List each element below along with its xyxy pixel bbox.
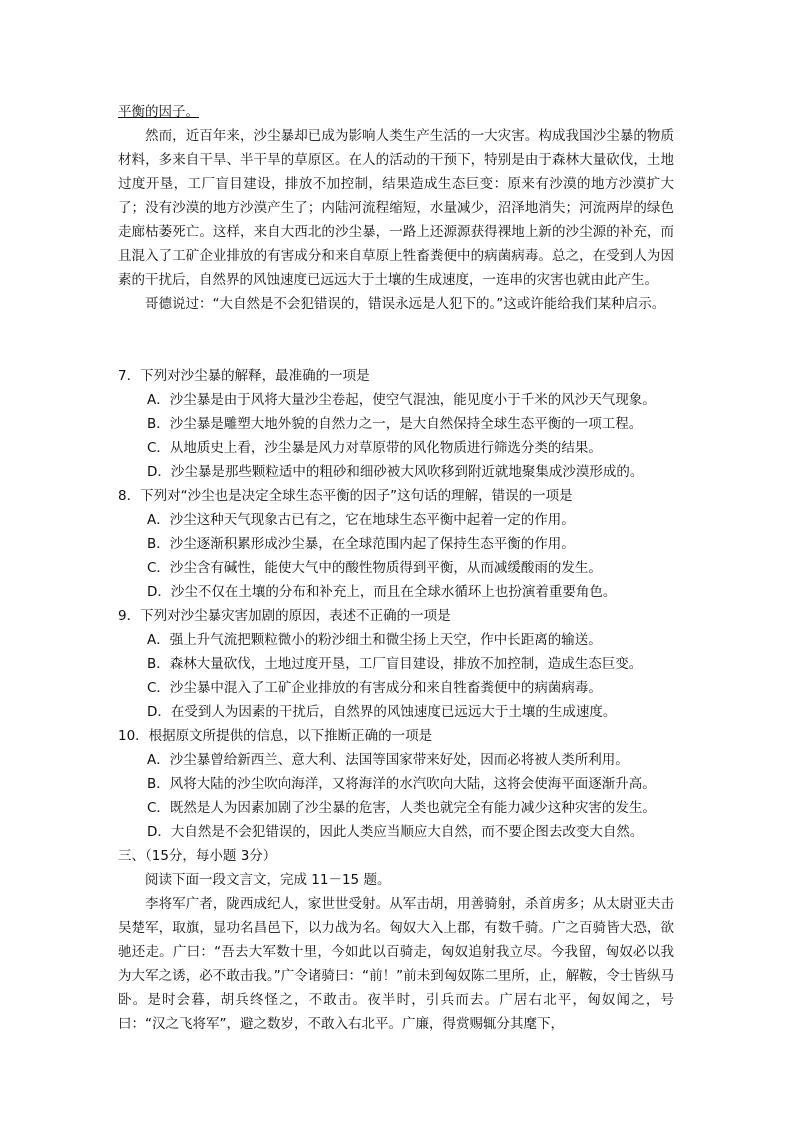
option-c: C．既然是人为因素加剧了沙尘暴的危害，人类也就完全有能力减少这种灾害的发生。: [147, 800, 656, 816]
section-3: [118, 844, 674, 1036]
question-stem: 8．下列对“沙尘也是决定全球生态平衡的因子”这句话的理解，错误的一项是: [118, 488, 573, 504]
classical-chinese-text: 李将军广者，陇西成纪人，家世世受射。从军击胡，用善骑射，杀首虏多；从太尉亚夫击吴楚军，取旗，显功名昌邑下，以力战为名。匈奴大入上郡，有数千骑。广之百骑皆大恐，欲驰还走。广曰：“吾去大军数十里，今如此以百骑走，匈奴追射我立尽。今我留，匈奴必以我为大军之诱，必不敢击我。”广令诸骑曰：“前！”前未到匈奴陈二里所，止，解鞍，令士皆纵马卧。是时会暮，胡兵终怪之，不敢击。夜半时，引兵而去。广居右北平，匈奴闻之，号曰：“汉之飞将军”，避之数岁，不敢入右北平。广廉，得赏赐辄分其麾下，: [118, 896, 674, 1032]
option-a: A．沙尘暴曾给新西兰、意大利、法国等国家带来好处，因而必将被人类所利用。: [147, 752, 629, 768]
option-a: A．沙尘暴是由于风将大量沙尘卷起，使空气混浊，能见度小于千米的风沙天气现象。: [147, 392, 656, 408]
option-c: C．沙尘暴中混入了工矿企业排放的有害成分和来自牲畜粪便中的病菌病毒。: [147, 680, 602, 696]
underlined-phrase: 平衡的因子。: [118, 104, 199, 120]
question-stem: 10．根据原文所提供的信息，以下推断正确的一项是: [118, 728, 433, 744]
question-10: [118, 724, 674, 844]
question-7: [118, 364, 674, 484]
option-b: B．沙尘暴是雕塑大地外貌的自然力之一，是大自然保持全球生态平衡的一项工程。: [147, 416, 643, 432]
option-b: B．风将大陆的沙尘吹向海洋，又将海洋的水汽吹向大陆，这将会使海平面逐渐升高。: [147, 776, 656, 792]
option-b: B．沙尘逐渐积累形成沙尘暴，在全球范围内起了保持生态平衡的作用。: [147, 536, 575, 552]
passage-top: [118, 100, 674, 316]
option-d: D．沙尘不仅在土壤的分布和补充上，而且在全球水循环上也扮演着重要角色。: [147, 584, 617, 600]
option-b: B．森林大量砍伐，土地过度开垦，工厂盲目建设，排放不加控制，造成生态巨变。: [147, 656, 643, 672]
question-9: [118, 604, 674, 724]
question-8: [118, 484, 674, 604]
passage-paragraph-2: 哥德说过：“大自然是不会犯错误的，错误永远是人犯下的。”这或许能给我们某种启示。: [145, 296, 666, 312]
section-heading: 三、（15分，每小题 3分）: [118, 848, 277, 864]
option-c: C．从地质史上看，沙尘暴是风力对草原带的风化物质进行筛选分类的结果。: [147, 440, 602, 456]
option-a: A．强上升气流把颗粒微小的粉沙细土和微尘扬上天空，作中长距离的输送。: [147, 632, 602, 648]
passage-line-1: [118, 100, 674, 124]
option-a: A．沙尘这种天气现象古已有之，它在地球生态平衡中起着一定的作用。: [147, 512, 575, 528]
question-list: [118, 364, 674, 844]
question-stem: 7．下列对沙尘暴的解释，最准确的一项是: [118, 368, 370, 384]
question-stem: 9．下列对沙尘暴灾害加剧的原因，表述不正确的一项是: [118, 608, 451, 624]
section-instruction: 阅读下面一段文言文，完成 11－15 题。: [145, 872, 391, 888]
option-d: D．大自然是不会犯错误的，因此人类应当顺应大自然，而不要企图去改变大自然。: [147, 824, 644, 840]
option-d: D．在受到人为因素的干扰后，自然界的风蚀速度已远远大于土壤的生成速度。: [147, 704, 617, 720]
passage-paragraph-1: 然而，近百年来，沙尘暴却已成为影响人类生产生活的一大灾害。构成我国沙尘暴的物质材料，多来自干旱、半干旱的草原区。在人的活动的干预下，特别是由于森林大量砍伐，土地过度开垦，工厂盲目建设，排放不加控制，结果造成生态巨变：原来有沙漠的地方沙漠扩大了；没有沙漠的地方沙漠产生了；内陆河流程缩短，水量减少，沼泽地消失；河流两岸的绿色走廊枯萎死亡。这样，来自大西北的沙尘暴，一路上还源源获得裸地上新的沙尘源的补充，而且混入了工矿企业排放的有害成分和来自草原上牲畜粪便中的病菌病毒。总之，在受到人为因素的干扰后，自然界的风蚀速度已远远大于土壤的生成速度，一连串的灾害也就由此产生。: [118, 128, 674, 288]
option-c: C．沙尘含有碱性，能使大气中的酸性物质得到平衡，从而减缓酸雨的发生。: [147, 560, 602, 576]
option-d: D．沙尘暴是那些颗粒适中的粗砂和细砂被大风吹移到附近就地聚集成沙漠形成的。: [147, 464, 644, 480]
